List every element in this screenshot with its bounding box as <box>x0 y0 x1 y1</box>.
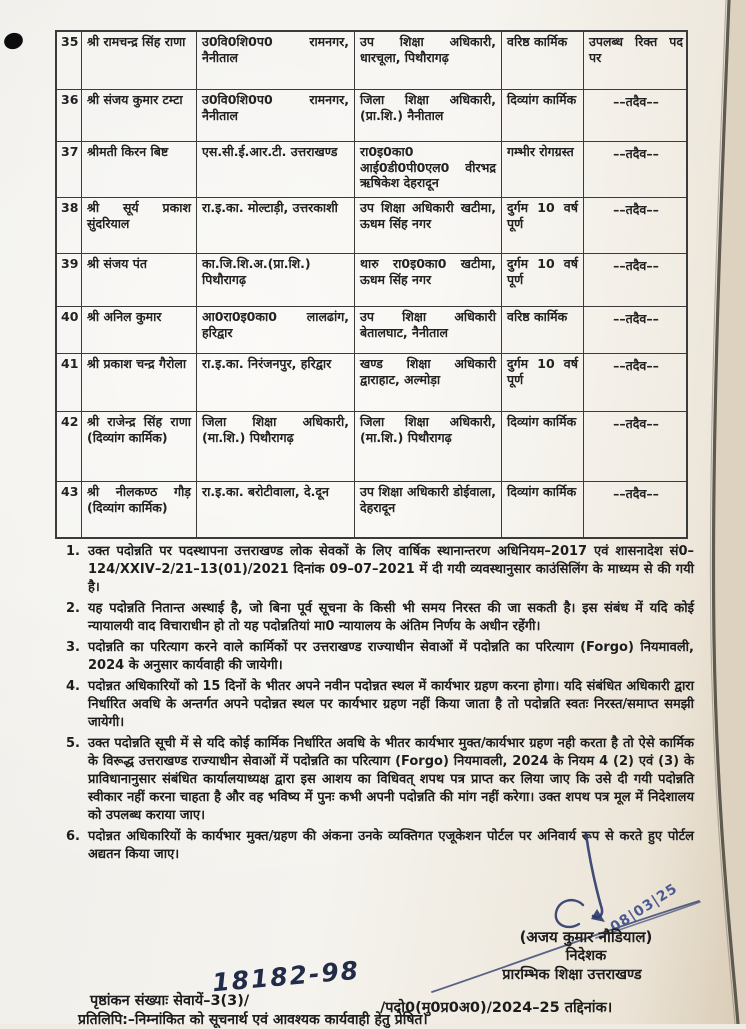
conditions-list <box>66 543 694 867</box>
present-posting-cell: जिला शिक्षा अधिकारी, (मा.शि.) पिथौरागढ़ <box>197 412 355 481</box>
officer-name-cell: श्री सूर्य प्रकाश सुंदरियाल <box>82 198 197 253</box>
remark-cell: उपलब्ध रिक्त पद पर <box>589 34 683 65</box>
table-row <box>57 198 686 254</box>
officer-name-cell: श्री अनिल कुमार <box>82 307 197 353</box>
officer-name-cell: श्री नीलकण्ठ गौड़ (दिव्यांग कार्मिक) <box>82 482 197 537</box>
remark-cell: ––तदैव–– <box>613 358 659 373</box>
list-item <box>66 639 694 675</box>
table-row <box>57 254 686 307</box>
table-row <box>57 32 686 90</box>
list-item-text: यह पदोन्नति नितान्त अस्थाई है, जो बिना पूर्व सूचना के किसी भी समय निरस्त की जा सकती है। इस संबंध में यदि कोई न्यायालयी वाद विचाराधीन हो तो यह पदोन्नतियां मा0 न्यायालय के अंतिम निर्णय के अधीन रहेंगी। <box>88 601 694 634</box>
present-posting-cell: रा.इ.का. बरोटीवाला, दे.दून <box>197 482 355 537</box>
category-cell: वरिष्ठ कार्मिक <box>502 307 584 353</box>
row-number-cell: 38 <box>57 198 82 253</box>
list-item-number: 3. <box>66 640 80 655</box>
remark-cell: ––तदैव–– <box>613 486 659 501</box>
list-item-text: उक्त पदोन्नति पर पदस्थापना उत्तराखण्ड लोक सेवकों के लिए वार्षिक स्थानान्तरण अधिनियम–2017 एवं शासनादेश सं0–124/XXIV–2/21–13(01)/2021 दिनांक 09–07–2021 में दी गयी व्यवस्थानुसार काउंसिलिंग के माध्यम से की गयी है। <box>88 544 694 595</box>
row-number-cell: 35 <box>57 32 82 89</box>
row-number-cell: 43 <box>57 482 82 537</box>
remark-cell: ––तदैव–– <box>613 416 659 431</box>
officer-name-cell: श्री प्रकाश चन्द्र गैरोला <box>82 354 197 411</box>
signatory-block <box>455 928 717 985</box>
table-row <box>57 482 686 537</box>
endorsement-number-suffix: /पदो0(मु0प्र0अ0)/2024–25 तद्दिनांक। <box>380 1000 613 1016</box>
present-posting-cell: उ0वि0शि0प0 रामनगर, नैनीताल <box>197 90 355 141</box>
list-item-number: 4. <box>66 679 80 694</box>
list-item <box>66 828 694 864</box>
signatory-organization: प्रारम्भिक शिक्षा उत्तराखण्ड <box>502 967 642 983</box>
officer-name-cell: श्री संजय कुमार टम्टा <box>82 90 197 141</box>
remark-cell: ––तदैव–– <box>613 311 659 326</box>
promotion-posting-cell: जिला शिक्षा अधिकारी, (मा.शि.) पिथौरागढ़ <box>355 412 502 481</box>
remark-cell: ––तदैव–– <box>613 258 659 273</box>
copy-to-line: प्रतिलिपि:–निम्नांकित को सूचनार्थ एवं आवश्यक कार्यवाही हेतु प्रेषित। <box>78 1012 428 1028</box>
present-posting-cell: उ0वि0शि0प0 रामनगर, नैनीताल <box>197 32 355 89</box>
present-posting-cell: का.जि.शि.अ.(प्रा.शि.) पिथौरागढ़ <box>197 254 355 306</box>
remark-cell: ––तदैव–– <box>613 202 659 217</box>
list-item-number: 5. <box>66 736 80 751</box>
table-row <box>57 142 686 198</box>
list-item-text: पदोन्नत अधिकारियों के कार्यभार मुक्त/ग्रहण की अंकना उनके व्यक्तिगत एजूकेशन पोर्टल पर अनिवार्य रूप से करते हुए पोर्टल अद्यतन किया जाए। <box>88 829 694 862</box>
signatory-title: निदेशक <box>565 948 607 964</box>
list-item-text: उक्त पदोन्नति सूची में से यदि कोई कार्मिक निर्धारित अवधि के भीतर कार्यभार मुक्त/कार्यभार ग्रहण नही करता है तो ऐसे कार्मिक के विरूद्ध उत्तराखण्ड राज्याधीन सेवाओं में पदोन्नति का परित्याग (Forgo) नियमावली, 2024 के नियम 4 (2) एवं (3) के प्राविधानानुसार संबंधित कार्यालयाध्यक्ष द्वारा इस आशय का विधिवत् शपथ पत्र प्राप्त कर लिया जाए कि उसे दी गयी पदोन्नति स्वीकार नहीं करना चाहता है और वह भविष्य में पुनः कभी अपनी पदोन्नति की मांग नहीं करेगा। उक्त शपथ पत्र मूल में निदेशालय को उपलब्ध कराया जाए। <box>88 736 694 823</box>
promotion-posting-cell: रा0इ0का0 आई0डी0पी0एल0 वीरभद्र ऋषिकेश देहरादून <box>355 142 502 197</box>
officer-name-cell: श्रीमती किरन बिष्ट <box>82 142 197 197</box>
row-number-cell: 42 <box>57 412 82 481</box>
table-row <box>57 90 686 142</box>
table-row <box>57 412 686 482</box>
category-cell: दुर्गम 10 वर्ष पूर्ण <box>502 354 584 411</box>
remark-cell: ––तदैव–– <box>613 94 659 109</box>
remark-cell: ––तदैव–– <box>613 146 659 161</box>
officer-name-cell: श्री राजेन्द्र सिंह राणा (दिव्यांग कार्मिक) <box>82 412 197 481</box>
present-posting-cell: आ0रा0इ0का0 लालढांग, हरिद्वार <box>197 307 355 353</box>
category-cell: दुर्गम 10 वर्ष पूर्ण <box>502 198 584 253</box>
signatory-name: (अजय कुमार नौडियाल) <box>519 928 653 946</box>
handwritten-endorsement-number: 18182-98 <box>211 955 362 998</box>
list-item <box>66 678 694 732</box>
handwritten-date: 08|03|25 <box>607 880 681 936</box>
row-number-cell: 37 <box>57 142 82 197</box>
list-item-text: पदोन्नति का परित्याग करने वाले कार्मिकों पर उत्तराखण्ड राज्याधीन सेवाओं में पदोन्नति का परित्याग (Forgo) नियमावली, 2024 के अनुसार कार्यवाही की जायेगी। <box>88 640 694 673</box>
officer-name-cell: श्री संजय पंत <box>82 254 197 306</box>
category-cell: दिव्यांग कार्मिक <box>502 482 584 537</box>
list-item <box>66 543 694 597</box>
promotion-posting-cell: उप शिक्षा अधिकारी खटीमा, ऊधम सिंह नगर <box>355 198 502 253</box>
category-cell: दुर्गम 10 वर्ष पूर्ण <box>502 254 584 306</box>
list-item <box>66 735 694 825</box>
present-posting-cell: रा.इ.का. मोल्टाड़ी, उत्तरकाशी <box>197 198 355 253</box>
list-item-number: 6. <box>66 829 80 844</box>
list-item-number: 1. <box>66 544 80 559</box>
category-cell: दिव्यांग कार्मिक <box>502 90 584 141</box>
row-number-cell: 36 <box>57 90 82 141</box>
present-posting-cell: रा.इ.का. निरंजनपुर, हरिद्वार <box>197 354 355 411</box>
punch-hole-mark <box>2 30 25 51</box>
list-item <box>66 600 694 636</box>
promotion-posting-cell: थारु रा0इ0का0 खटीमा, ऊधम सिंह नगर <box>355 254 502 306</box>
list-item-number: 2. <box>66 601 80 616</box>
table-row <box>57 354 686 412</box>
table-row <box>57 307 686 354</box>
row-number-cell: 39 <box>57 254 82 306</box>
row-number-cell: 40 <box>57 307 82 353</box>
category-cell: गम्भीर रोगग्रस्त <box>502 142 584 197</box>
promotion-table <box>55 30 688 539</box>
present-posting-cell: एस.सी.ई.आर.टी. उत्तराखण्ड <box>197 142 355 197</box>
list-item-text: पदोन्नत अधिकारियों को 15 दिनों के भीतर अपने नवीन पदोन्नत स्थल में कार्यभार ग्रहण करना होगा। यदि संबंधित अधिकारी द्वारा निर्धारित अवधि के अन्तर्गत अपने पदोन्नत स्थल पर कार्यभार ग्रहण नहीं किया जाता है तो पदोन्नति स्वतः निरस्त/समाप्त समझी जायेगी। <box>88 679 694 730</box>
promotion-posting-cell: उप शिक्षा अधिकारी, धारचूला, पिथौरागढ़ <box>355 32 502 89</box>
promotion-posting-cell: जिला शिक्षा अधिकारी, (प्रा.शि.) नैनीताल <box>355 90 502 141</box>
endorsement-number-prefix: पृष्ठांकन संख्याः सेवायें–3(3)/ <box>90 993 250 1009</box>
promotion-posting-cell: खण्ड शिक्षा अधिकारी द्वाराहाट, अल्मोड़ा <box>355 354 502 411</box>
category-cell: दिव्यांग कार्मिक <box>502 412 584 481</box>
category-cell: वरिष्ठ कार्मिक <box>502 32 584 89</box>
officer-name-cell: श्री रामचन्द्र सिंह राणा <box>82 32 197 89</box>
promotion-posting-cell: उप शिक्षा अधिकारी डोईवाला, देहरादून <box>355 482 502 537</box>
row-number-cell: 41 <box>57 354 82 411</box>
promotion-posting-cell: उप शिक्षा अधिकारी बेतालघाट, नैनीताल <box>355 307 502 353</box>
